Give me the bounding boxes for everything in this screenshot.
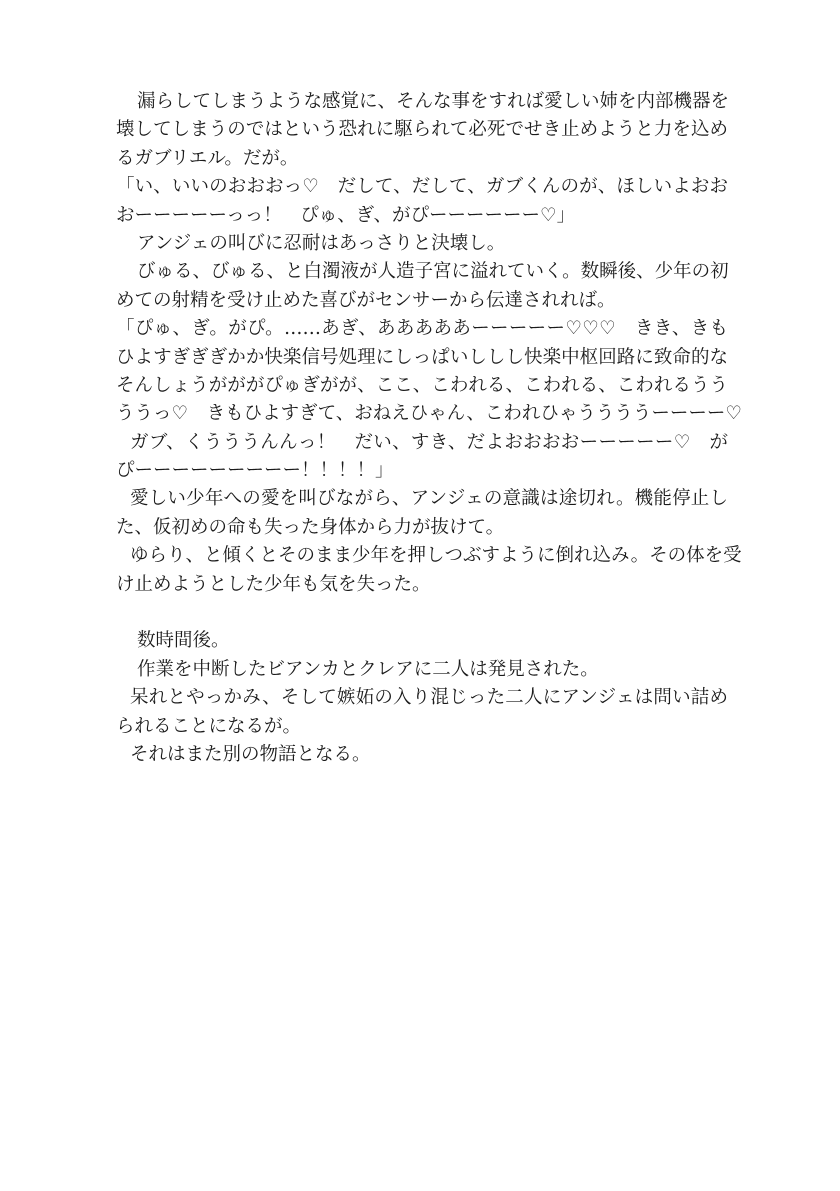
text-line: それはまた別の物語となる。 — [130, 743, 371, 765]
text-line: びゅる、びゅる、と白濁液が人造子宮に溢れていく。数瞬後、少年の初 — [137, 261, 729, 283]
text-line: た、仮初めの命も失った身体から力が抜けて。 — [116, 516, 505, 538]
text-line: 壊してしまうのではという恐れに駆られて必死でせき止めようと力を込め — [116, 119, 728, 141]
text-line: 呆れとやっかみ、そして嫉妬の入り混じった二人にアンジェは問い詰め — [130, 687, 728, 709]
text-line: るガブリエル。だが。 — [116, 147, 299, 169]
dialogue-line: ぴーーーーーーーーー！！！！」 — [116, 460, 394, 482]
text-line: け止めようとした少年も気を失った。 — [116, 573, 431, 595]
text-line: 数時間後。 — [137, 630, 230, 652]
dialogue-line: ひよすぎぎぎかか快楽信号処理にしっぱいししし快楽中枢回路に致命的な — [116, 346, 728, 368]
text-line: 作業を中断したビアンカとクレアに二人は発見された。 — [137, 658, 599, 680]
dialogue-line: 「ぴゅ、ぎ。がぴ。……あぎ、あああああーーーーー♡♡♡ きき、きも — [116, 318, 728, 340]
text-line: ゆらり、と傾くとそのまま少年を押しつぶすように倒れ込み。その体を受 — [130, 545, 742, 567]
document-body — [116, 88, 742, 769]
text-line: めての射精を受け止めた喜びがセンサーから伝達されれば。 — [116, 289, 616, 311]
dialogue-line: ガブ、くうううんんっ！ だい、すき、だよおおおおーーーーー♡ が — [130, 431, 728, 453]
text-line: られることになるが。 — [116, 715, 302, 737]
text-line: 愛しい少年への愛を叫びながら、アンジェの意識は途切れ。機能停止し — [130, 488, 728, 510]
blank-line — [116, 599, 728, 627]
text-line: 漏らしてしまうような感覚に、そんな事をすれば愛しい姉を内部機器を — [137, 91, 730, 112]
dialogue-line: そんしょうがががぴゅぎがが、ここ、こわれる、こわれる、こわれるうう — [116, 374, 728, 396]
dialogue-line: 「い、いいのおおおっ♡ だして、だして、ガブくんのが、ほしいよおお — [116, 176, 728, 198]
dialogue-line: おーーーーーっっ！ ぴゅ、ぎ、がぴーーーーーー♡」 — [116, 204, 576, 226]
dialogue-line: ううっ♡ きもひよすぎて、おねえひゃん、こわれひゃううううーーーー♡ — [116, 403, 742, 425]
text-line: アンジェの叫びに忍耐はあっさりと決壊し。 — [137, 232, 506, 254]
